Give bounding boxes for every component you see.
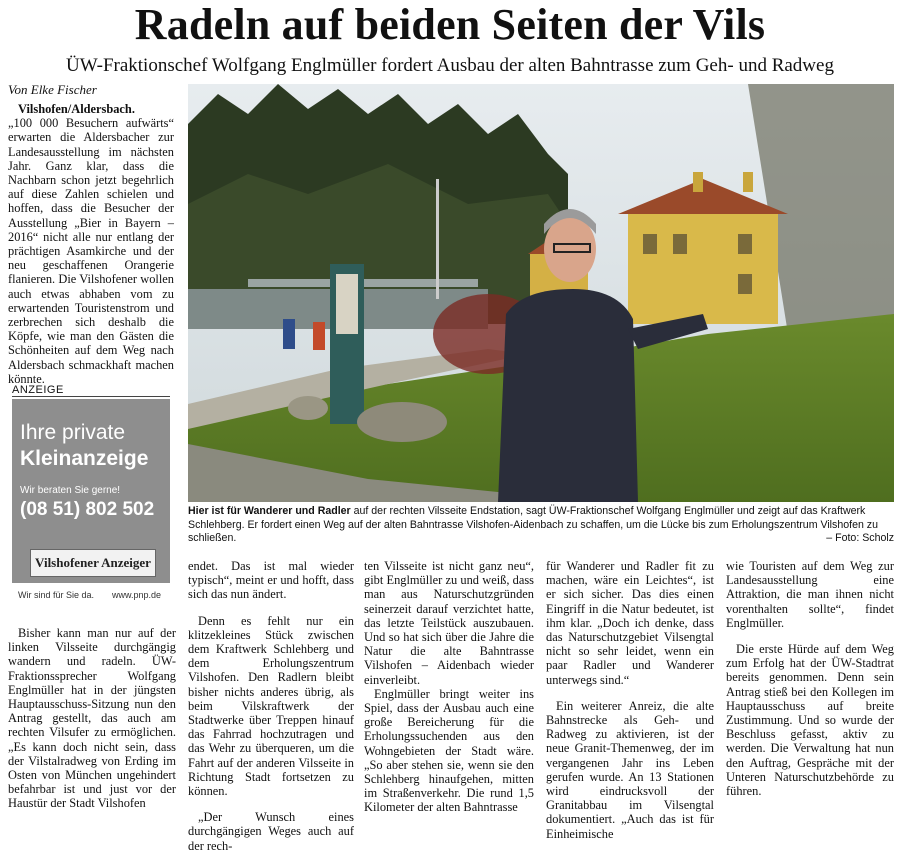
article-column-2 — [188, 559, 354, 853]
newspaper-logo: Vilshofener Anzeiger — [30, 549, 156, 577]
ad-line-1: Ihre private — [20, 421, 126, 444]
article-column-1-bottom — [8, 626, 176, 823]
article-paragraph: „Der Wunsch eines durchgängigen Weges auch auf der rech- — [188, 810, 354, 853]
article-paragraph: wie Touristen auf dem Weg zur Landesausstellung eine Attraktion, die man ihnen nicht vorenthalten sollte“, findet Englmüller. — [726, 559, 894, 630]
subheadline: ÜW-Fraktionschef Wolfgang Englmüller fordert Ausbau der alten Bahntrasse zum Geh- und Radweg — [66, 55, 834, 76]
photo-illustration — [188, 84, 894, 502]
article-paragraph: für Wanderer und Radler fit zu machen, wäre ein Leichtes“, ist er sich sicher. Das dies einen Eingriff in die Natur bedeutet, ist ihm klar. „Doch ich denke, dass das Naturschutzgebiet Vilsengtal nicht so sehr leidet, wenn ein paar Radler und Wanderer unterwegs sind.“ — [546, 559, 714, 687]
article-paragraph: „100 000 Besuchern aufwärts“ erwarten die Aldersbacher zur Landesausstellung im nächsten Jahr. Ganz klar, dass die Nachbarn schon jetzt begehrlich auf diese Zahlen schielen und hoffen, dass die Besucher der Ausstellung „Bier in Bayern – 2016“ nicht alle nur entlang der prächtigen Asamkirche und der neu geschaffenen Orangerie flanieren. Die Vilshofener wollen auch etwas abhaben vom zu erwartenden Touristenstrom und zerbrechen sich deshalb die Köpfe, wie man den Gästen die Schönheiten auf dem Weg nach Aldersbach schmackhaft machen könnte. — [8, 116, 174, 386]
photo-credit: – Foto: Scholz — [826, 532, 894, 544]
article-photo — [188, 84, 894, 502]
ad-slogan: Wir sind für Sie da. — [18, 590, 95, 600]
article-paragraph: Ein weiterer Anreiz, die alte Bahnstrecke als Geh- und Radweg zu aktivieren, ist der neue Granit-Themenweg, der im vergangenen Jahr ins Leben gerufen wurde. An 13 Stationen wird eindrucksvoll der Granitabbau im Vilsengtal dokumentiert. „Auch das ist für Einheimische — [546, 698, 714, 841]
article-column-1-top — [8, 102, 174, 386]
article-paragraph: Denn es fehlt nur ein klitzekleines Stück zwischen dem Kraftwerk Schlehberg und dem Erholungszentrum Vilshofen. Den Radlern bleibt bisher nichts anderes übrig, als beim Vilskraftwerk der Stadtwerke über Treppen hinauf das Fahrrad hochzutragen und das Wehr zu überqueren, um die Fahrt auf der anderen Vilsseite in Richtung Stadt fortsetzen zu können. — [188, 613, 354, 799]
photo-caption — [188, 505, 894, 546]
article-paragraph: endet. Das ist mal wieder typisch“, meint er und hofft, dass sich das nun ändert. — [188, 559, 354, 602]
ad-phone: (08 51) 802 502 — [20, 499, 155, 520]
ad-line-2: Kleinanzeige — [20, 447, 149, 470]
article-column-4 — [546, 559, 714, 841]
article-paragraph: Die erste Hürde auf dem Weg zum Erfolg hat der ÜW-Stadtrat bereits genommen. Denn sein Antrag stieß bei den Kollegen im Hauptausschuss auf breite Zustimmung. Und so wurde der Beschluss gefasst, aktiv zu werden. Die Verwaltung hat nun den Auftrag, Gespräche mit der Unteren Naturschutzbehörde zu führen. — [726, 642, 894, 799]
article-column-5 — [726, 559, 894, 798]
classified-ad[interactable] — [12, 399, 170, 607]
byline: Von Elke Fischer — [8, 82, 97, 97]
article-paragraph: Bisher kann man nur auf der linken Vilsseite durchgängig wandern und radeln. ÜW-Fraktionssprecher Wolfgang Englmüller hat in der jüngsten Hauptausschuss-Sitzung nun den Antrag gestellt, das auch am rechten Vilsufer zu ermöglichen. „Es kann doch nicht sein, dass der Vilstalradweg von Erding im Osten von München ungehindert befahrbar ist und just vor der Haustür der Stadt Vilshofen — [8, 626, 176, 811]
caption-text: auf der rechten Vilsseite Endstation, sagt ÜW-Fraktionschef Wolfgang Englmüller und zeigt auf das Kraftwerk Schlehberg. Er fordert einen Weg auf der alten Bahntrasse Vilshofen-Aidenbach zu schaffen, um die Lücke bis zum Erholungszentrum Vilshofen zu schließen. — [188, 505, 878, 544]
ad-url[interactable]: www.pnp.de — [112, 590, 162, 600]
dateline: Vilshofen/Aldersbach. — [18, 102, 135, 116]
ad-footer — [12, 583, 170, 607]
article-column-3 — [364, 559, 534, 815]
ad-line-3: Wir beraten Sie gerne! — [20, 485, 121, 496]
caption-lead: Hier ist für Wanderer und Radler — [188, 505, 351, 517]
article-paragraph: ten Vilsseite ist nicht ganz neu“, gibt Englmüller zu und weiß, dass man aus Naturschutzgründen seinerzeit darauf verzichtet hatte, das letzte Teilstück auszubauen. Und so hat sich über die Jahre die Natur die alte Bahntrasse Vilshofen – Aidenbach wieder einverleibt. — [364, 559, 534, 687]
article-paragraph: Englmüller bringt weiter ins Spiel, dass der Ausbau auch eine große Bereicherung für die Erholungssuchenden aus den Wohngebieten der Stadt wäre. „So aber stehen sie, wenn sie den Schlehberg hinaufgehen, mitten im Straßenverkehr. Die rund 1,5 Kilometer der alten Bahntrasse — [364, 686, 534, 815]
headline: Radeln auf beiden Seiten der Vils — [134, 0, 766, 49]
ad-label: ANZEIGE — [12, 384, 170, 397]
